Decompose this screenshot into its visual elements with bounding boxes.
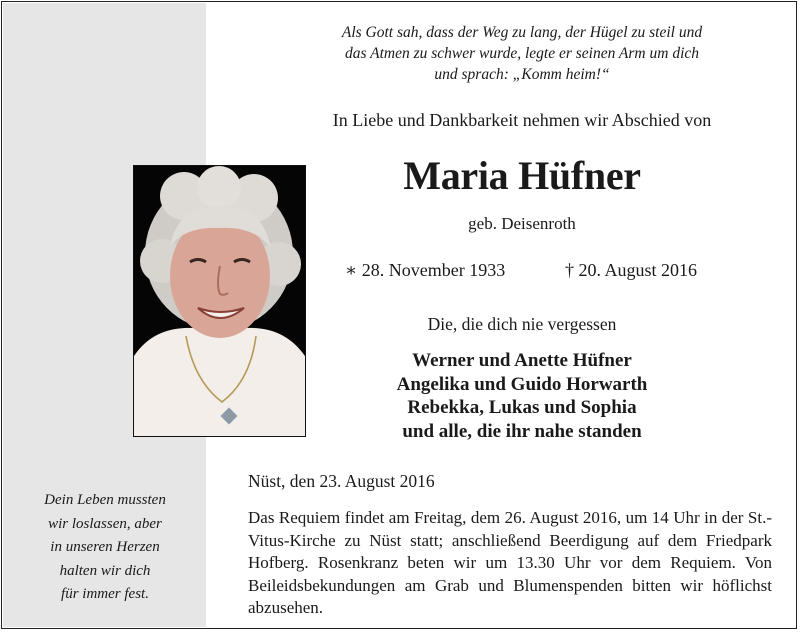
quote-line: Als Gott sah, dass der Weg zu lang, der Hügel zu steil und [341, 24, 703, 41]
death-date: † 20. August 2016 [565, 260, 698, 280]
side-quote-line: Dein Leben mussten [44, 492, 166, 508]
side-quote [10, 489, 200, 607]
side-quote-line: in unseren Herzen [50, 539, 160, 555]
farewell-intro: In Liebe und Dankbarkeit nehmen wir Abschied von [332, 110, 712, 130]
opening-quote [248, 22, 796, 85]
deceased-name: Maria Hüfner [403, 153, 641, 198]
quote-line: und sprach: „Komm heim!“ [434, 66, 610, 83]
mourner-line: Rebekka, Lukas und Sophia [407, 397, 637, 418]
birth-name: geb. Deisenroth [468, 214, 576, 233]
mourner-line: Angelika und Guido Horwarth [396, 373, 648, 395]
funeral-announcement: Das Requiem findet am Freitag, dem 26. August 2016, um 14 Uhr in der St.-Vitus-Kirche zu Nüst statt; anschließend Beerdigung auf dem Friedpark Hofberg. Rosenkranz beten wir um 13.30 Uhr vor dem Requiem. Von Beileidsbekundungen am Grab und Blumenspenden bitten wir höflichst abzusehen. [248, 508, 772, 617]
place-date: Nüst, den 23. August 2016 [248, 471, 435, 491]
side-quote-line: halten wir dich [59, 562, 151, 579]
mourner-line: und alle, die ihr nahe standen [402, 420, 642, 442]
quote-line: das Atmen zu schwer wurde, legte er seinen Arm um dich [344, 45, 700, 62]
birth-date: ∗ 28. November 1933 [345, 260, 506, 280]
mourners-intro: Die, die dich nie vergessen [427, 314, 617, 334]
side-quote-line: für immer fest. [61, 586, 149, 602]
mourner-line: Werner und Anette Hüfner [412, 350, 632, 371]
mourners-list [248, 349, 796, 443]
side-quote-line: wir loslassen, aber [48, 515, 162, 532]
